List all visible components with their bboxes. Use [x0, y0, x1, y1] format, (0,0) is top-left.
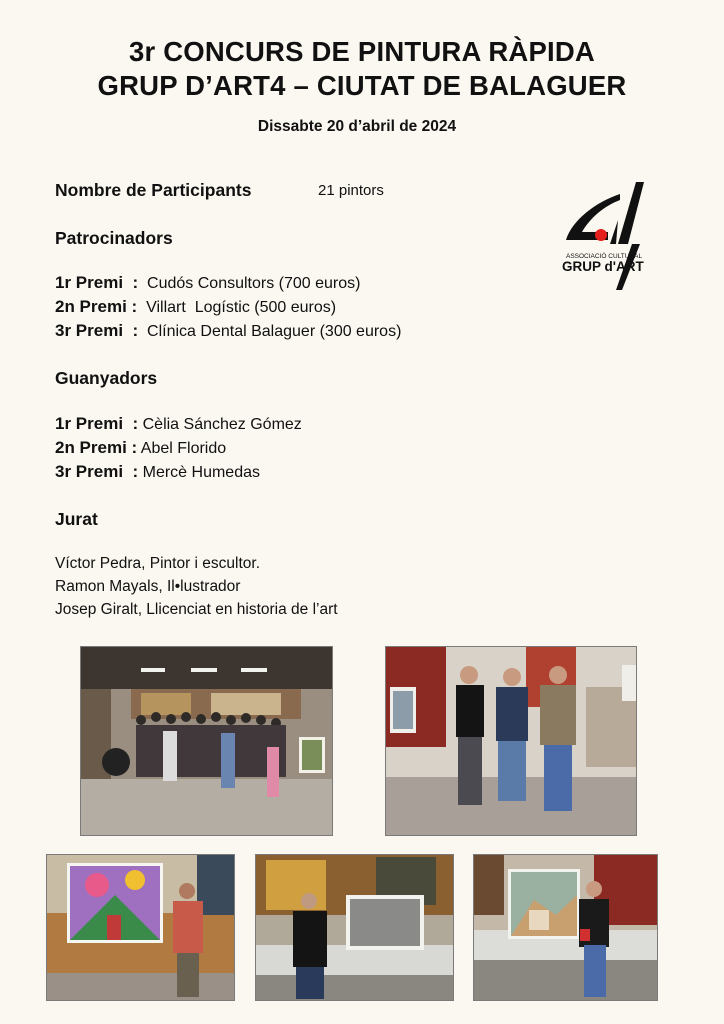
- logo-small-text: ASSOCIACIÓ CULTURAL: [566, 253, 643, 260]
- winner-photo-3: [473, 854, 658, 1001]
- sponsor-3: [55, 321, 401, 341]
- prize-label: 3r Premi :: [55, 321, 139, 340]
- winner-2: [55, 438, 226, 458]
- logo-red-dot: [595, 229, 607, 241]
- grup-dart-logo: [558, 180, 668, 292]
- sponsor-name: Clínica Dental Balaguer (300 euros): [147, 323, 402, 340]
- jury-member: Ramon Mayals, Il•lustrador: [55, 578, 241, 595]
- jury-member: Josep Giralt, Llicenciat en historia de l’art: [55, 601, 338, 618]
- sponsor-2: [55, 297, 336, 317]
- prize-label: 1r Premi :: [55, 273, 139, 292]
- winner-name: Mercè Humedas: [142, 464, 260, 481]
- winner-name: Cèlia Sánchez Gómez: [142, 416, 302, 433]
- sponsor-name: Cudós Consultors (700 euros): [147, 275, 361, 292]
- group-photo: [80, 646, 333, 836]
- sponsor-1: [55, 273, 360, 293]
- winner-photo-1: [46, 854, 235, 1001]
- winner-name: Abel Florido: [140, 440, 227, 457]
- winners-heading: Guanyadors: [55, 368, 158, 388]
- jury-photo: [385, 646, 637, 836]
- prize-label: 2n Premi :: [55, 297, 138, 316]
- sponsors-heading: Patrocinadors: [55, 228, 173, 248]
- jury-member: Víctor Pedra, Pintor i escultor.: [55, 555, 261, 572]
- logo-main-text: GRUP d'ART: [562, 259, 644, 274]
- prize-label: 3r Premi :: [55, 462, 139, 481]
- winner-1: [55, 414, 302, 434]
- title-line-2: GRUP D’ART4 – CIUTAT DE BALAGUER: [97, 70, 627, 101]
- title-line-1: 3r CONCURS DE PINTURA RÀPIDA: [128, 36, 595, 67]
- winner-3: [55, 462, 260, 482]
- sponsor-name: Villart Logístic (500 euros): [146, 299, 337, 316]
- prize-label: 2n Premi :: [55, 438, 138, 457]
- event-date: Dissabte 20 d’abril de 2024: [257, 118, 457, 135]
- jury-heading: Jurat: [55, 509, 98, 529]
- participants-label: Nombre de Participants: [55, 180, 252, 200]
- prize-label: 1r Premi :: [55, 414, 139, 433]
- participants-value: 21 pintors: [318, 182, 384, 199]
- winner-photo-2: [255, 854, 454, 1001]
